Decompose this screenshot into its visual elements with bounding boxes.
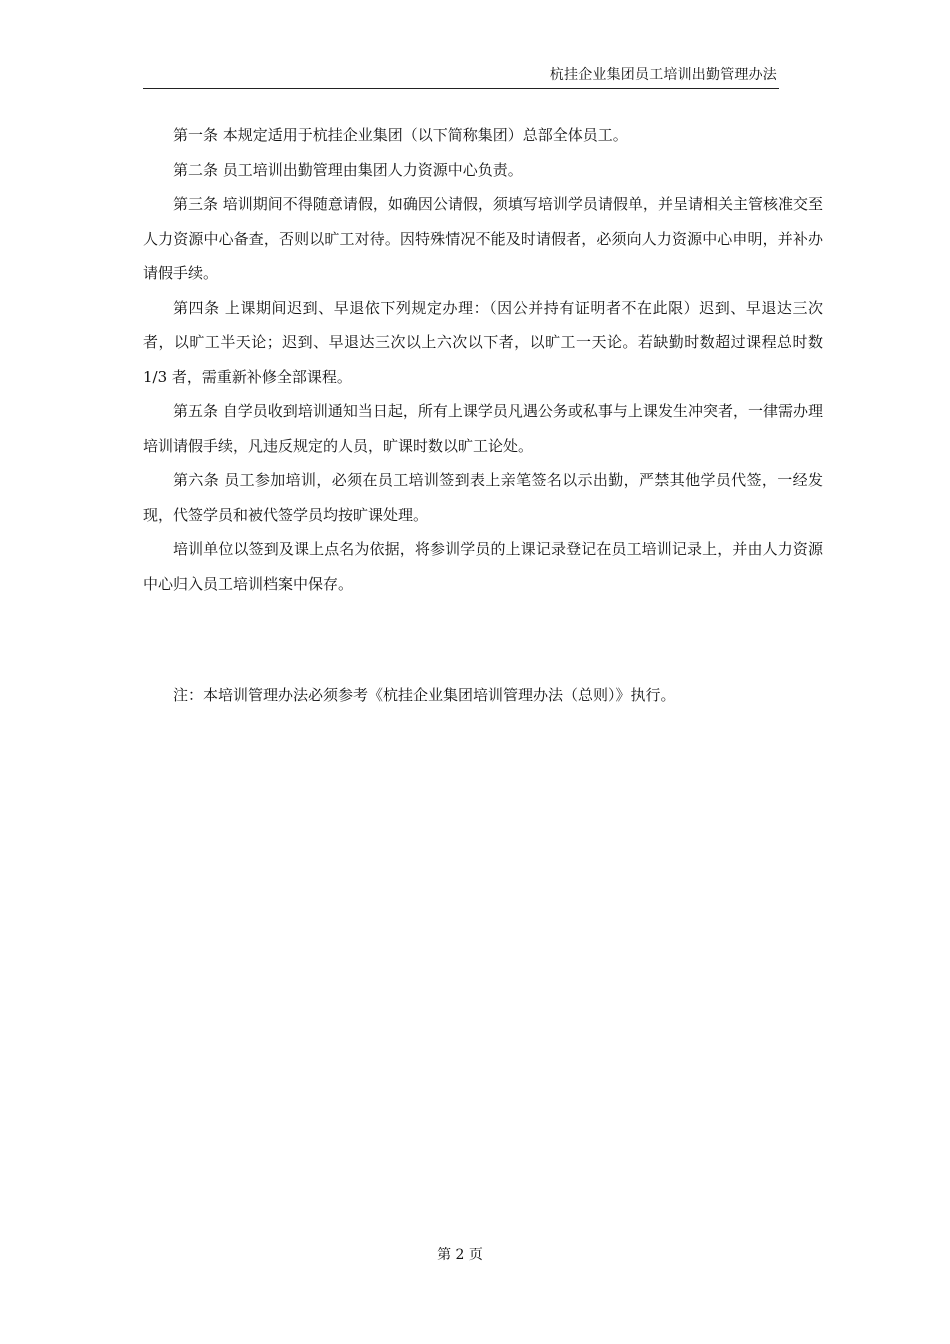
article-2: 第二条 员工培训出勤管理由集团人力资源中心负责。: [173, 160, 523, 179]
article-6: 第六条 员工参加培训，必须在员工培训签到表上亲笔签名以示出勤，严禁其他学员代签，一经发现，代签学员和被代签学员均按旷课处理。: [143, 471, 823, 524]
article-5: 第五条 自学员收到培训通知当日起，所有上课学员凡遇公务或私事与上课发生冲突者，一律需办理培训请假手续，凡违反规定的人员，旷课时数以旷工论处。: [143, 402, 823, 455]
note-text: 注：本培训管理办法必须参考《杭挂企业集团培训管理办法（总则）》执行。: [173, 686, 676, 704]
page-number: 第 2 页: [437, 1247, 483, 1263]
document-body: [143, 118, 823, 601]
article-3: 第三条 培训期间不得随意请假，如确因公请假，须填写培训学员请假单，并呈请相关主管核准交至人力资源中心备查，否则以旷工对待。因特殊情况不能及时请假者，必须向人力资源中心申明，并补办请假手续。: [143, 195, 823, 282]
header-title: 杭挂企业集团员工培训出勤管理办法: [549, 67, 777, 83]
page-header: [143, 64, 779, 89]
article-4: 第四条 上课期间迟到、早退依下列规定办理：（因公并持有证明者不在此限）迟到、早退达三次者，以旷工半天论；迟到、早退达三次以上六次以下者，以旷工一天论。若缺勤时数超过课程总时数 1/3 者，需重新补修全部课程。: [143, 298, 823, 386]
article-1: 第一条 本规定适用于杭挂企业集团（以下简称集团）总部全体员工。: [173, 126, 628, 144]
closing-paragraph: 培训单位以签到及课上点名为依据，将参训学员的上课记录登记在员工培训记录上，并由人力资源中心归入员工培训档案中保存。: [143, 540, 823, 593]
